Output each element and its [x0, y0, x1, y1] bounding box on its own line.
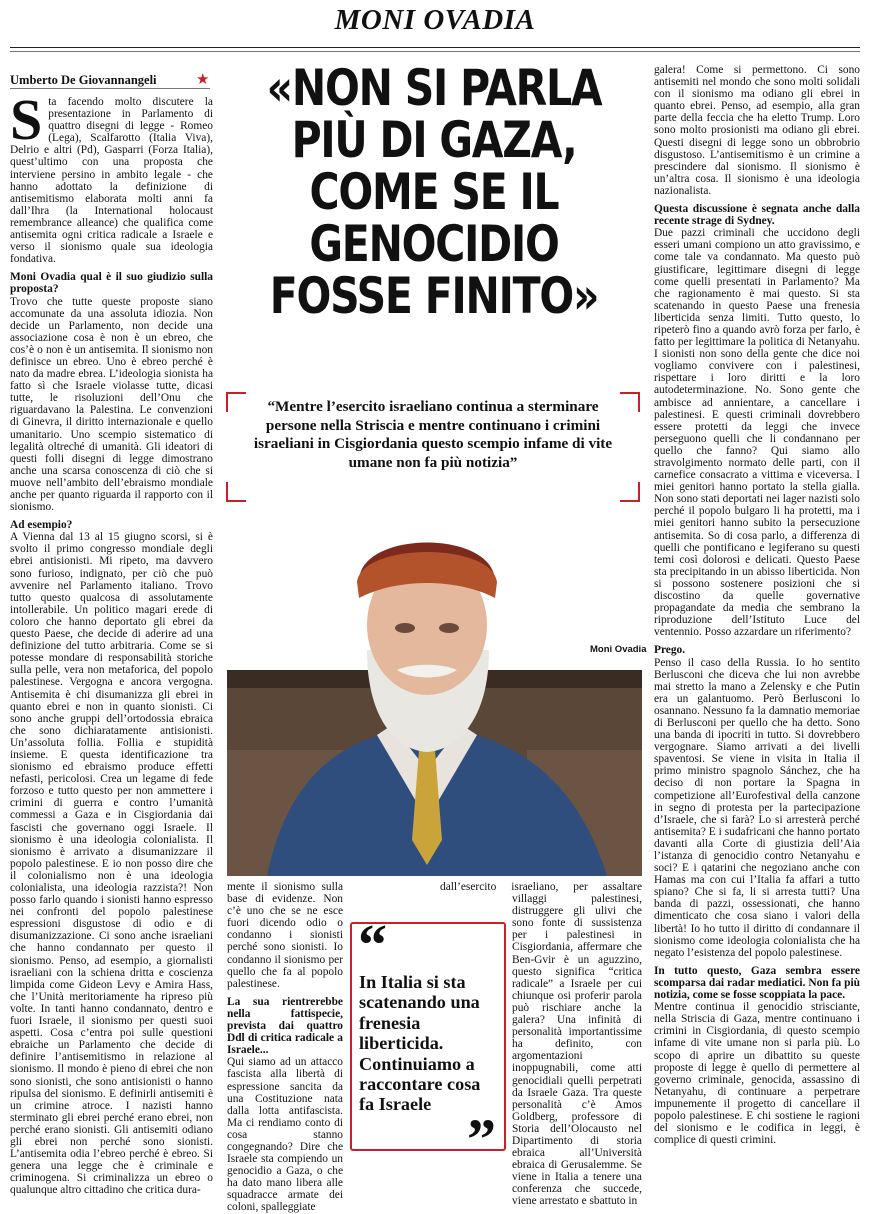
question-3: La sua rientrerebbe nella fattispecie, prevista dai quattro Ddl di critica radicale a Israele...	[227, 995, 343, 1057]
question-1: Moni Ovadia qual è il suo giudizio sulla proposta?	[10, 271, 213, 296]
question-2: Ad esempio?	[10, 519, 73, 532]
photo-caption: Moni Ovadia	[590, 644, 647, 655]
column-2	[227, 881, 343, 1214]
answer-1: Trovo che tutte queste proposte siano accomunate da una assoluta idiozia. Non decide un Parlamento, non decide una associazione cosa è non è un ebreo, che cos’è o non è un antisemita. Il sionismo non definisce un ebreo. Uno è ebreo perché è nato da madre ebrea. L’ideologia sionista ha fatto sì che Israele violasse tutte, dicasi tutte, le risoluzioni dell’Onu che riguardavano la Palestina. Le convenzioni di Ginevra, il diritto internazionale e quello umanitario. Uno scempio sistematico di legalità oltreché di umanità. Gli ideatori di questi folli disegni di legge dimostrano anche una scarsa conoscenza di ciò che si muove nell’ambito dell’ebraismo mondiale anche per quanto riguarda il rapporto con il sionismo.	[10, 295, 213, 514]
pullquote-text: “Mentre l’esercito israeliano continua a sterminare persone nella Striscia e mentre continuano i crimini israeliani in Cisgiordania questo scempio infame di vite umane non fa più notizia”	[253, 398, 613, 471]
dropcap: S	[10, 87, 43, 152]
answer-cont-4: galera! Come si permettono. Ci sono antisemiti nel mondo che sono molti solidali con il sionismo ma odiano gli ebrei in quanto ebrei. Penso, ad esempio, alla gran parte della feccia che ha eletto Trump. Loro sono molto prosionisti ma odiano gli ebrei. Questi disegni di legge sono un obbrobrio disgustoso. L’antisemitismo è un crimine a prescindere dal sionismo. Il sionismo è un’altra cosa. Il sionismo è una ideologia nazionalista.	[654, 64, 860, 197]
masthead-rule-thin	[10, 51, 860, 52]
portrait-photo	[227, 520, 642, 876]
question-4: Questa discussione è segnata anche dalla recente strage di Sydney.	[654, 203, 860, 228]
answer-4: dall’esercito israeliano, per assaltare villaggi palestinesi, distruggere gli ulivi che sono fonte di sussistenza per i palestinesi in Cisgiordania, affermare che Ben-Gvir è un aguzzino, questo significa “critica radicale” a Israele per cui chiunque osi proferir parola può rischiare anche la galera? Una infinità di personalità importantissime ha definito, con argomentazioni inoppugnabili, come atti genocidiali quelli perpetrati da Israele Gaza. Tra queste personalità c’è Amos Goldberg, professore di Storia dell’Olocausto nel Dipartimento di storia ebraica all’Università ebraica di Gerusalemme. Se viene in Italia a tenere una conferenza che succede, viene arrestato e sbattuto in	[440, 881, 642, 1208]
column-1	[10, 87, 213, 1197]
portrait-illustration	[227, 520, 642, 876]
close-quote-icon: ”	[467, 1107, 496, 1172]
answer-3: Qui siamo ad un attacco fascista alla libertà di espressione sancita da una Costituzione nata dalla lotta antifascista. Ma ci rendiamo conto di cosa stanno congegnando? Dire che Israele sta compiendo un genocidio a Gaza, o che ha dato mano libera alle squadracce armate dei coloni, spalleggiate	[227, 1056, 343, 1214]
column-4	[654, 64, 860, 1196]
answer-cont: mente il sionismo sulla base di evidenze. Non c’è uno che se ne esce fuori dicendo odio o condanno i sionisti perché sono sionisti. Io condanno il sionismo per quello che fa al popolo palestinese.	[227, 881, 343, 990]
question-5: Prego.	[654, 644, 686, 657]
masthead	[0, 0, 870, 48]
pullquote-box	[226, 392, 640, 502]
byline-star-icon: ★	[196, 72, 210, 88]
answer-2: A Vienna dal 13 al 15 giugno scorsi, si è svolto il primo congresso mondiale degli ebrei antisionisti. Mi ripeto, ma davvero sono furioso, indignato, per ciò che può avvenire nel Parlamento italiano. Trovo tutto questo qualcosa di assolutamente intollerabile. Un politico magari erede di coloro che hanno deportato gli ebrei da questo Paese, che decide di aderire ad una definizione del tutto arbitraria. Come se si potesse mondare di responsabilità storiche sulla pelle, vera non metaforica, del popolo palestinese. Vergogna e ancora vergogna. Antisemita è chi disumanizza gli ebrei in quanto ebrei e non in quanto sionisti. Ci sono anche gruppi dell’ortodossia ebraica che sono dichiaratamente antisionisti. Un’assoluta follia. Follia e stupidità insieme. E questa identificazione tra sionismo ed ebraismo produce effetti nefasti, pericolosi. Crea un legame di fede forzoso e tutto questo per non ammettere i crimini di guerra e contro l’umanità commessi a Gaza e in Cisgiordania dai fascisti che governano oggi Israele. Il sionismo è una ideologia colonialista. Il sionismo è arrivato a disumanizzare il popolo palestinese. E io non posso dire che il colonialismo non è una ideologia colonialista, una ideologia razzista?! Non posso farlo quando i sionisti hanno espresso nei confronti del popolo palestinese espressioni disgustose di odio e di disumanizzazione. Ci sono anche israeliani che hanno condannato per questo il sionismo. Penso, ad esempio, a giornalisti israeliani con la schiena dritta e coscienza limpida come Gideon Levy e Amira Hass, che l’Unità meritoriamente ha ripreso più volte. In tanti hanno condannato, dentro e fuori Israele, il sionismo per questi suoi aspetti. Cosa c’entra poi sulle questioni ebraiche un Parlamento che decide di definire l’antisemitismo in relazione al sionismo. Il mondo è pieno di ebrei che non sono sionisti, che sono antisionisti o hanno ripulsa del sionismo. E definirli antisemiti è un crimine atroce. I nazisti hanno sterminato gli ebrei perché erano ebrei, non perché erano sionisti. Gli antisemiti odiano gli ebrei non perché sono sionisti. L’antisemita odia l’ebreo perché è ebreo. Si genera una legge che è criminale e criminogena. Si criminalizza un ebreo o qualunque altro cittadino che critica dura-	[10, 531, 213, 1197]
intro-paragraph: ta facendo molto discutere la presentazione in Parlamento di quattro disegni di legge - Romeo (Lega), Scalfarotto (Italia Viva), Delrio e altri (Pd), Gasparri (Forza Italia), quest’ultimo con una proposta che interviene persino in ambito legale - che hanno adottato la definizione di antisemitismo elaborata molti anni fa dall’Ihra (la International holocaust remembrance alleance) che qualifica come antisemita ogni critica radicale a Israele e verso il sionismo quale sua ideologia fondativa.	[10, 96, 213, 266]
open-quote-icon: “	[358, 912, 387, 977]
question-6: In tutto questo, Gaza sembra essere scomparsa dai radar mediatici. Non fa più notizia, come se fosse scoppiata la pace.	[654, 964, 860, 1002]
answer-5: Due pazzi criminali che uccidono degli esseri umani compiono un atto gravissimo, e come tale va condannato. Ma questo può giustificare, legittimare disegni di legge come quelli presentati in Parlamento? Ma che ragionamento è mai questo. Si sta scatenando in questo Paese una frenesia liberticida senza limiti. Tutto questo, lo ripeterò fino a quando avrò forza per farlo, è fatto per legittimare la politica di Netanyahu. I sionisti non sono della gente che dice noi vogliamo convivere con i palestinesi, rispettare i loro diritti e la loro autodeterminazione. No. Sono gente che ambisce ad annientare, a cancellare i palestinesi. E questi criminali dovrebbero essere protetti da leggi che invece perseguono quelli che li condannano per quello che fanno? Qui siamo allo stravolgimento normato delle parti, con il carnefice consacrato a vittima e viceversa. I miei genitori hanno portato la stella gialla. Non sono stati deportati nei lager nazisti solo perché il popolo bulgaro li ha protetti, ma i miei genitori hanno subito la persecuzione antisemita. So di cosa parlo, a differenza di quelli che pontificano e legiferano su questi temi così dolorosi e delicati. Questo Paese sta precipitando in un abisso liberticida. Non si possono sostenere posizioni che si discostino da quelle governative propagandate da media che sembrano la riproduzione dell’Istituto Luce del ventennio. Posso azzardare un riferimento?	[654, 227, 860, 639]
quote-box	[350, 912, 506, 1172]
answer-7: Mentre continua il genocidio strisciante, nella Striscia di Gaza, mentre continuano i crimini in Cisgiordania, di questo scempio infame di vite umane non si parla più. Lo scopo di aprire un dibattito su queste proposte di legge è quello di permettere al governo criminale, genocida, assassino di Netanyahu, di continuare a perpetrare impunemente il progetto di cancellare il popolo palestinese. E chi sostiene le ragioni del sionismo e le codifica in leggi, è complice di questi crimini.	[654, 1001, 860, 1147]
byline-author: Umberto De Giovannangeli	[10, 73, 157, 87]
quote-box-text: In Italia si sta scatenando una frenesia liberticida. Continuiamo a raccontare cosa fa Israele	[359, 972, 481, 1115]
headline: «NON SI PARLA PIÙ DI GAZA, COME SE IL GENOCIDIO FOSSE FINITO»	[266, 59, 602, 325]
answer-6: Penso il caso della Russia. Io ho sentito Berlusconi che diceva che lui non avrebbe mai stretto la mano a Zelensky e che Putin era un galantuomo. Però Berlusconi lo osannano. Nessuno fa la damnatio memoriae di Berlusconi per quello che ha detto. Sono una banda di ipocriti in tutto. Si dovrebbero vergognare. Siamo arrivati a dei livelli spaventosi. Se viene in visita in Italia il primo ministro spagnolo Sánchez, che ha deciso di non portare la Spagna in competizione all’Eurofestival della canzone in segno di protesta per la partecipazione d’Israele, che si farà? Lo si arresterà perché antisemita? E i sudafricani che hanno portato davanti alla Corte di giustizia dell’Aia l’istanza di genocidio contro Netanyahu e soci? E i qatarini che negoziano anche con Hamas ma con cui l’Italia fa affari a tutto spiano? Che si fa, li si arresta tutti? Una banda di pazzi, ossessionati, che hanno dimenticato che cosa siano i valori della libertà! Io ho tutto il diritto di condannare il sionismo come ideologia colonialista che ha negato l’esistenza del popolo palestinese.	[654, 656, 860, 959]
masthead-title: MONI OVADIA	[334, 4, 536, 36]
masthead-rule	[10, 47, 860, 48]
